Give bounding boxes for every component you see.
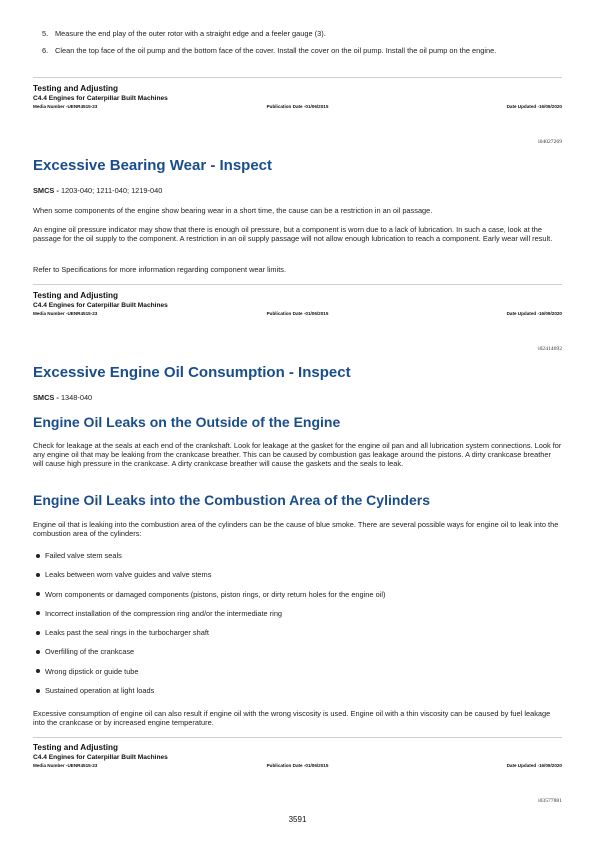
section-header [33,84,562,110]
list-item: Sustained operation at light loads [33,686,562,705]
step-number: 6. [42,46,49,55]
media-number: Media Number -UENR4515-23 [33,763,98,768]
outside-leaks-text: Check for leakage at the seals at each end of the crankshaft. Look for leakage at the gasket for the engine oil pan and all lubrication system connections. Look for any engine oil that may be leaking from the crankcase breather. This can be caused by combustion gas leakage around the pistons. A dirty crankcase breather will cause high pressure in the crankcase. A dirty crankcase breather will cause the gaskets and the seals to leak. [33,441,562,469]
bearing-title: Excessive Bearing Wear - Inspect [33,157,273,174]
step-text: Measure the end play of the outer rotor with a straight edge and a feeler gauge (3). [55,29,326,38]
section-subtitle: C4.4 Engines for Caterpillar Built Machines [33,302,168,309]
bearing-paragraph-1: When some components of the engine show bearing wear in a short time, the cause can be a restriction in an oil passage. [33,206,433,215]
doc-id: i02414692 [538,346,562,352]
doc-id: i03577881 [538,798,562,804]
step-text: Clean the top face of the oil pump and the bottom face of the cover. Install the cover on the oil pump. Install the oil pump on the engine. [55,46,497,55]
publication-date: Publication Date -01/06/2015 [266,763,329,768]
consumption-closing: Excessive consumption of engine oil can also result if engine oil with the wrong viscosity is used. Engine oil with a thin viscosity can be caused by fuel leakage into the crankcase or by increased engine temperature. [33,709,551,728]
bearing-paragraph-2: An engine oil pressure indicator may show that there is enough oil pressure, but a component is worn due to a lack of lubrication. In such a case, look at the passage for the oil supply to the component. A restriction in an oil supply passage will not allow enough lubrication to reach a component. Early wear will result. [33,225,553,244]
date-updated: Date Updated -16/09/2020 [506,311,562,316]
smcs-codes: 1348-040 [60,393,93,402]
combustion-leaks-title: Engine Oil Leaks into the Combustion Area of the Cylinders [33,492,430,508]
date-updated: Date Updated -16/09/2020 [506,104,562,109]
section-header [33,291,562,317]
leak-causes-list [33,551,562,705]
media-number: Media Number -UENR4515-23 [33,311,98,316]
bearing-paragraph-3: Refer to Specifications for more information regarding component wear limits. [33,265,287,274]
bearing-smcs [33,186,562,195]
date-updated: Date Updated -16/09/2020 [506,763,562,768]
divider [33,284,562,285]
divider [33,737,562,738]
outside-leaks-title: Engine Oil Leaks on the Outside of the Engine [33,414,341,430]
list-item: Wrong dipstick or guide tube [33,667,562,686]
document-page [33,0,562,842]
section-subtitle: C4.4 Engines for Caterpillar Built Machines [33,95,168,102]
smcs-label: SMCS - [33,393,59,402]
section-meta [33,103,562,110]
list-item: Failed valve stem seals [33,551,562,570]
procedure-steps [33,29,562,55]
section-title: Testing and Adjusting [33,291,119,300]
bullet-icon [36,611,40,615]
page-number: 3591 [288,815,307,824]
section-meta [33,310,562,317]
bullet-icon [36,592,40,596]
list-item: Worn components or damaged components (pistons, piston rings, or dirty return holes for the engine oil) [33,590,562,609]
list-item: Overfilling of the crankcase [33,647,562,666]
section-title: Testing and Adjusting [33,743,119,752]
section-meta [33,762,562,769]
step-number: 5. [42,29,49,38]
bullet-icon [36,573,40,577]
list-item: Leaks between worn valve guides and valve stems [33,570,562,589]
bullet-icon [36,554,40,558]
publication-date: Publication Date -01/06/2015 [266,104,329,109]
publication-date: Publication Date -01/06/2015 [266,311,329,316]
bullet-icon [36,631,40,635]
bullet-icon [36,669,40,673]
list-item: Leaks past the seal rings in the turbocharger shaft [33,628,562,647]
doc-id: i04027269 [538,139,562,145]
consumption-smcs [33,393,562,402]
section-title: Testing and Adjusting [33,84,119,93]
bullet-icon [36,650,40,654]
list-item: Incorrect installation of the compression ring and/or the intermediate ring [33,609,562,628]
combustion-leaks-intro: Engine oil that is leaking into the combustion area of the cylinders can be the cause of blue smoke. There are several possible ways for engine oil to leak into the combustion area of the cylinders: [33,520,559,539]
step-6 [33,46,562,55]
media-number: Media Number -UENR4515-23 [33,104,98,109]
bullet-icon [36,689,40,693]
step-5 [33,29,562,38]
section-subtitle: C4.4 Engines for Caterpillar Built Machines [33,754,168,761]
smcs-codes: 1203-040; 1211-040; 1219-040 [60,186,163,195]
smcs-label: SMCS - [33,186,59,195]
section-header [33,743,562,769]
consumption-title: Excessive Engine Oil Consumption - Inspect [33,364,351,381]
divider [33,77,562,78]
